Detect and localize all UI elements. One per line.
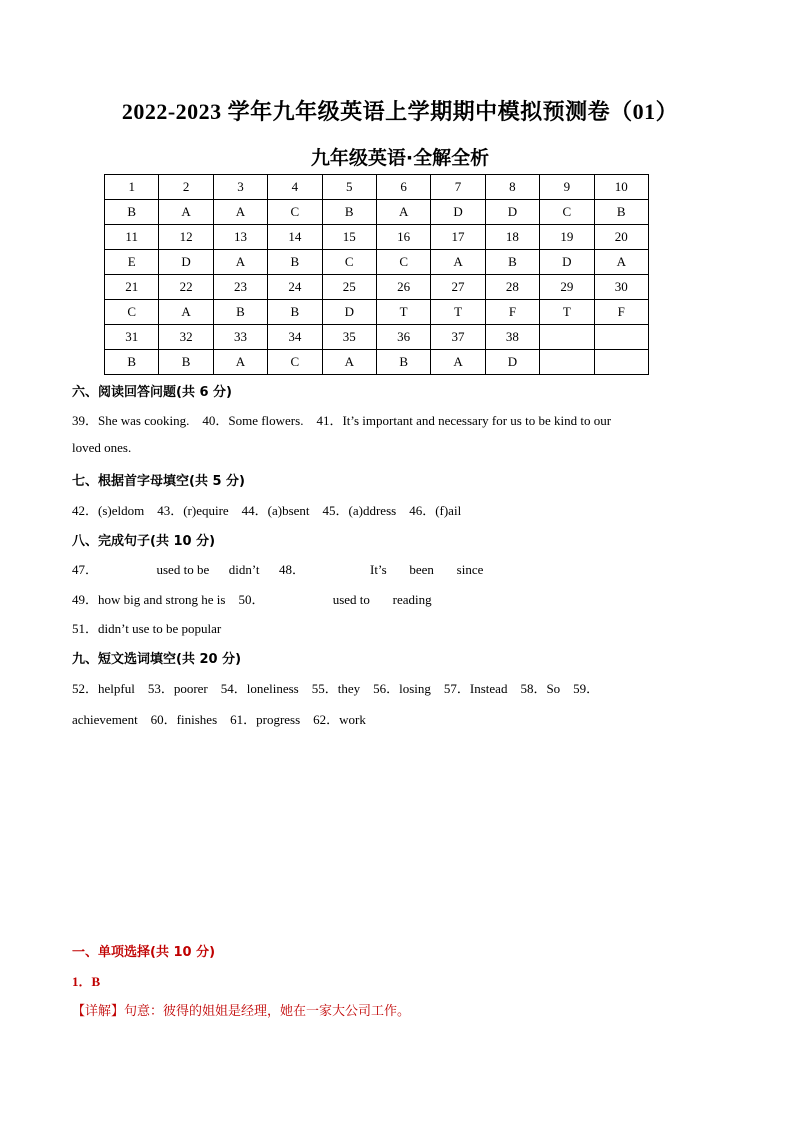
question-number-row <box>105 325 649 350</box>
answer-cell: B <box>105 350 159 375</box>
answer-cell: D <box>322 300 376 325</box>
question-number-cell: 23 <box>213 275 267 300</box>
section-8-line-1: 47． used to be didn’t 48． It’s been since <box>72 562 484 577</box>
question-number-cell: 12 <box>159 225 213 250</box>
answer-cell: T <box>376 300 430 325</box>
question-number-cell: 19 <box>540 225 594 250</box>
section-7-line-1: 42．(s)eldom 43．(r)equire 44．(a)bsent 45．(a)ddress 46．(f)ail <box>72 503 462 518</box>
answer-cell: B <box>376 350 430 375</box>
answer-cell: A <box>213 200 267 225</box>
answer-cell: A <box>213 350 267 375</box>
answer-cell: F <box>485 300 539 325</box>
question-number-cell: 10 <box>594 175 648 200</box>
answer-cell <box>540 350 594 375</box>
question-number-cell: 35 <box>322 325 376 350</box>
answer-cell: B <box>268 300 322 325</box>
question-number-cell: 16 <box>376 225 430 250</box>
question-number-cell: 3 <box>213 175 267 200</box>
answer-cell: C <box>376 250 430 275</box>
section-6-heading: 六、阅读回答问题(共 6 分) <box>72 385 232 400</box>
question-number-cell: 31 <box>105 325 159 350</box>
answer-cell: T <box>540 300 594 325</box>
answer-cell: C <box>268 350 322 375</box>
question-number-cell: 11 <box>105 225 159 250</box>
answer-cell: D <box>485 350 539 375</box>
answer-cell: B <box>268 250 322 275</box>
answer-cell: C <box>322 250 376 275</box>
answer-row <box>105 300 649 325</box>
answer-cell: A <box>594 250 648 275</box>
page-title: 2022-2023 学年九年级英语上学期期中模拟预测卷（01） <box>121 99 679 124</box>
answer-cell: F <box>594 300 648 325</box>
section-8-heading: 八、完成句子(共 10 分) <box>72 534 216 549</box>
answer-cell: B <box>105 200 159 225</box>
section-9-line-2: achievement 60．finishes 61．progress 62．work <box>72 712 366 727</box>
question-number-cell: 14 <box>268 225 322 250</box>
answer-cell: C <box>105 300 159 325</box>
answer-cell: B <box>322 200 376 225</box>
answer-cell: D <box>485 200 539 225</box>
question-number-cell: 38 <box>485 325 539 350</box>
question-1-detail: 【详解】句意：彼得的姐姐是经理，她在一家大公司工作。 <box>72 1004 411 1019</box>
question-number-row <box>105 225 649 250</box>
question-number-cell: 21 <box>105 275 159 300</box>
section-9-line-1: 52．helpful 53．poorer 54．loneliness 55．they 56．losing 57．Instead 58．So 59． <box>72 681 600 696</box>
question-number-cell: 20 <box>594 225 648 250</box>
answer-key-table <box>104 174 649 375</box>
answer-cell: D <box>431 200 485 225</box>
answer-cell: E <box>105 250 159 275</box>
question-1-answer: 1．B <box>72 974 101 989</box>
question-number-cell: 34 <box>268 325 322 350</box>
question-number-cell: 8 <box>485 175 539 200</box>
answer-cell: B <box>159 350 213 375</box>
question-number-cell <box>594 325 648 350</box>
question-number-cell: 18 <box>485 225 539 250</box>
answer-cell: D <box>540 250 594 275</box>
page-subtitle: 九年级英语·全解全析 <box>310 147 490 169</box>
answer-cell: A <box>159 200 213 225</box>
answer-cell: A <box>431 350 485 375</box>
question-number-cell: 29 <box>540 275 594 300</box>
question-number-cell: 33 <box>213 325 267 350</box>
answer-row <box>105 200 649 225</box>
question-number-cell: 5 <box>322 175 376 200</box>
section-9-heading: 九、短文选词填空(共 20 分) <box>72 652 242 667</box>
answer-row <box>105 350 649 375</box>
question-number-cell: 30 <box>594 275 648 300</box>
answer-cell: A <box>159 300 213 325</box>
answer-cell: T <box>431 300 485 325</box>
question-number-cell: 7 <box>431 175 485 200</box>
question-number-cell: 17 <box>431 225 485 250</box>
answer-cell: B <box>594 200 648 225</box>
section-8-line-2: 49．how big and strong he is 50． used to reading <box>72 592 432 607</box>
question-number-cell: 1 <box>105 175 159 200</box>
question-number-row <box>105 275 649 300</box>
question-number-row <box>105 175 649 200</box>
answer-cell: A <box>376 200 430 225</box>
question-number-cell: 15 <box>322 225 376 250</box>
answer-cell: A <box>213 250 267 275</box>
answer-cell: D <box>159 250 213 275</box>
answer-row <box>105 250 649 275</box>
question-number-cell: 4 <box>268 175 322 200</box>
section-1-heading: 一、单项选择(共 10 分) <box>72 945 216 960</box>
answer-cell: B <box>485 250 539 275</box>
section-6-line-1: 39．She was cooking. 40．Some flowers. 41．It’s important and necessary for us to be kind to our <box>72 413 612 428</box>
answer-cell: C <box>268 200 322 225</box>
question-number-cell: 36 <box>376 325 430 350</box>
answer-cell: A <box>431 250 485 275</box>
question-number-cell: 24 <box>268 275 322 300</box>
question-number-cell: 9 <box>540 175 594 200</box>
answer-cell: B <box>213 300 267 325</box>
question-number-cell: 37 <box>431 325 485 350</box>
question-number-cell: 25 <box>322 275 376 300</box>
question-number-cell: 6 <box>376 175 430 200</box>
answer-cell: C <box>540 200 594 225</box>
answer-cell <box>594 350 648 375</box>
question-number-cell: 2 <box>159 175 213 200</box>
section-7-heading: 七、根据首字母填空(共 5 分) <box>72 474 245 489</box>
question-number-cell: 22 <box>159 275 213 300</box>
question-number-cell: 27 <box>431 275 485 300</box>
question-number-cell: 32 <box>159 325 213 350</box>
section-6-line-2: loved ones. <box>72 440 132 455</box>
section-8-line-3: 51．didn’t use to be popular <box>72 621 222 636</box>
question-number-cell <box>540 325 594 350</box>
question-number-cell: 26 <box>376 275 430 300</box>
question-number-cell: 28 <box>485 275 539 300</box>
answer-cell: A <box>322 350 376 375</box>
question-number-cell: 13 <box>213 225 267 250</box>
